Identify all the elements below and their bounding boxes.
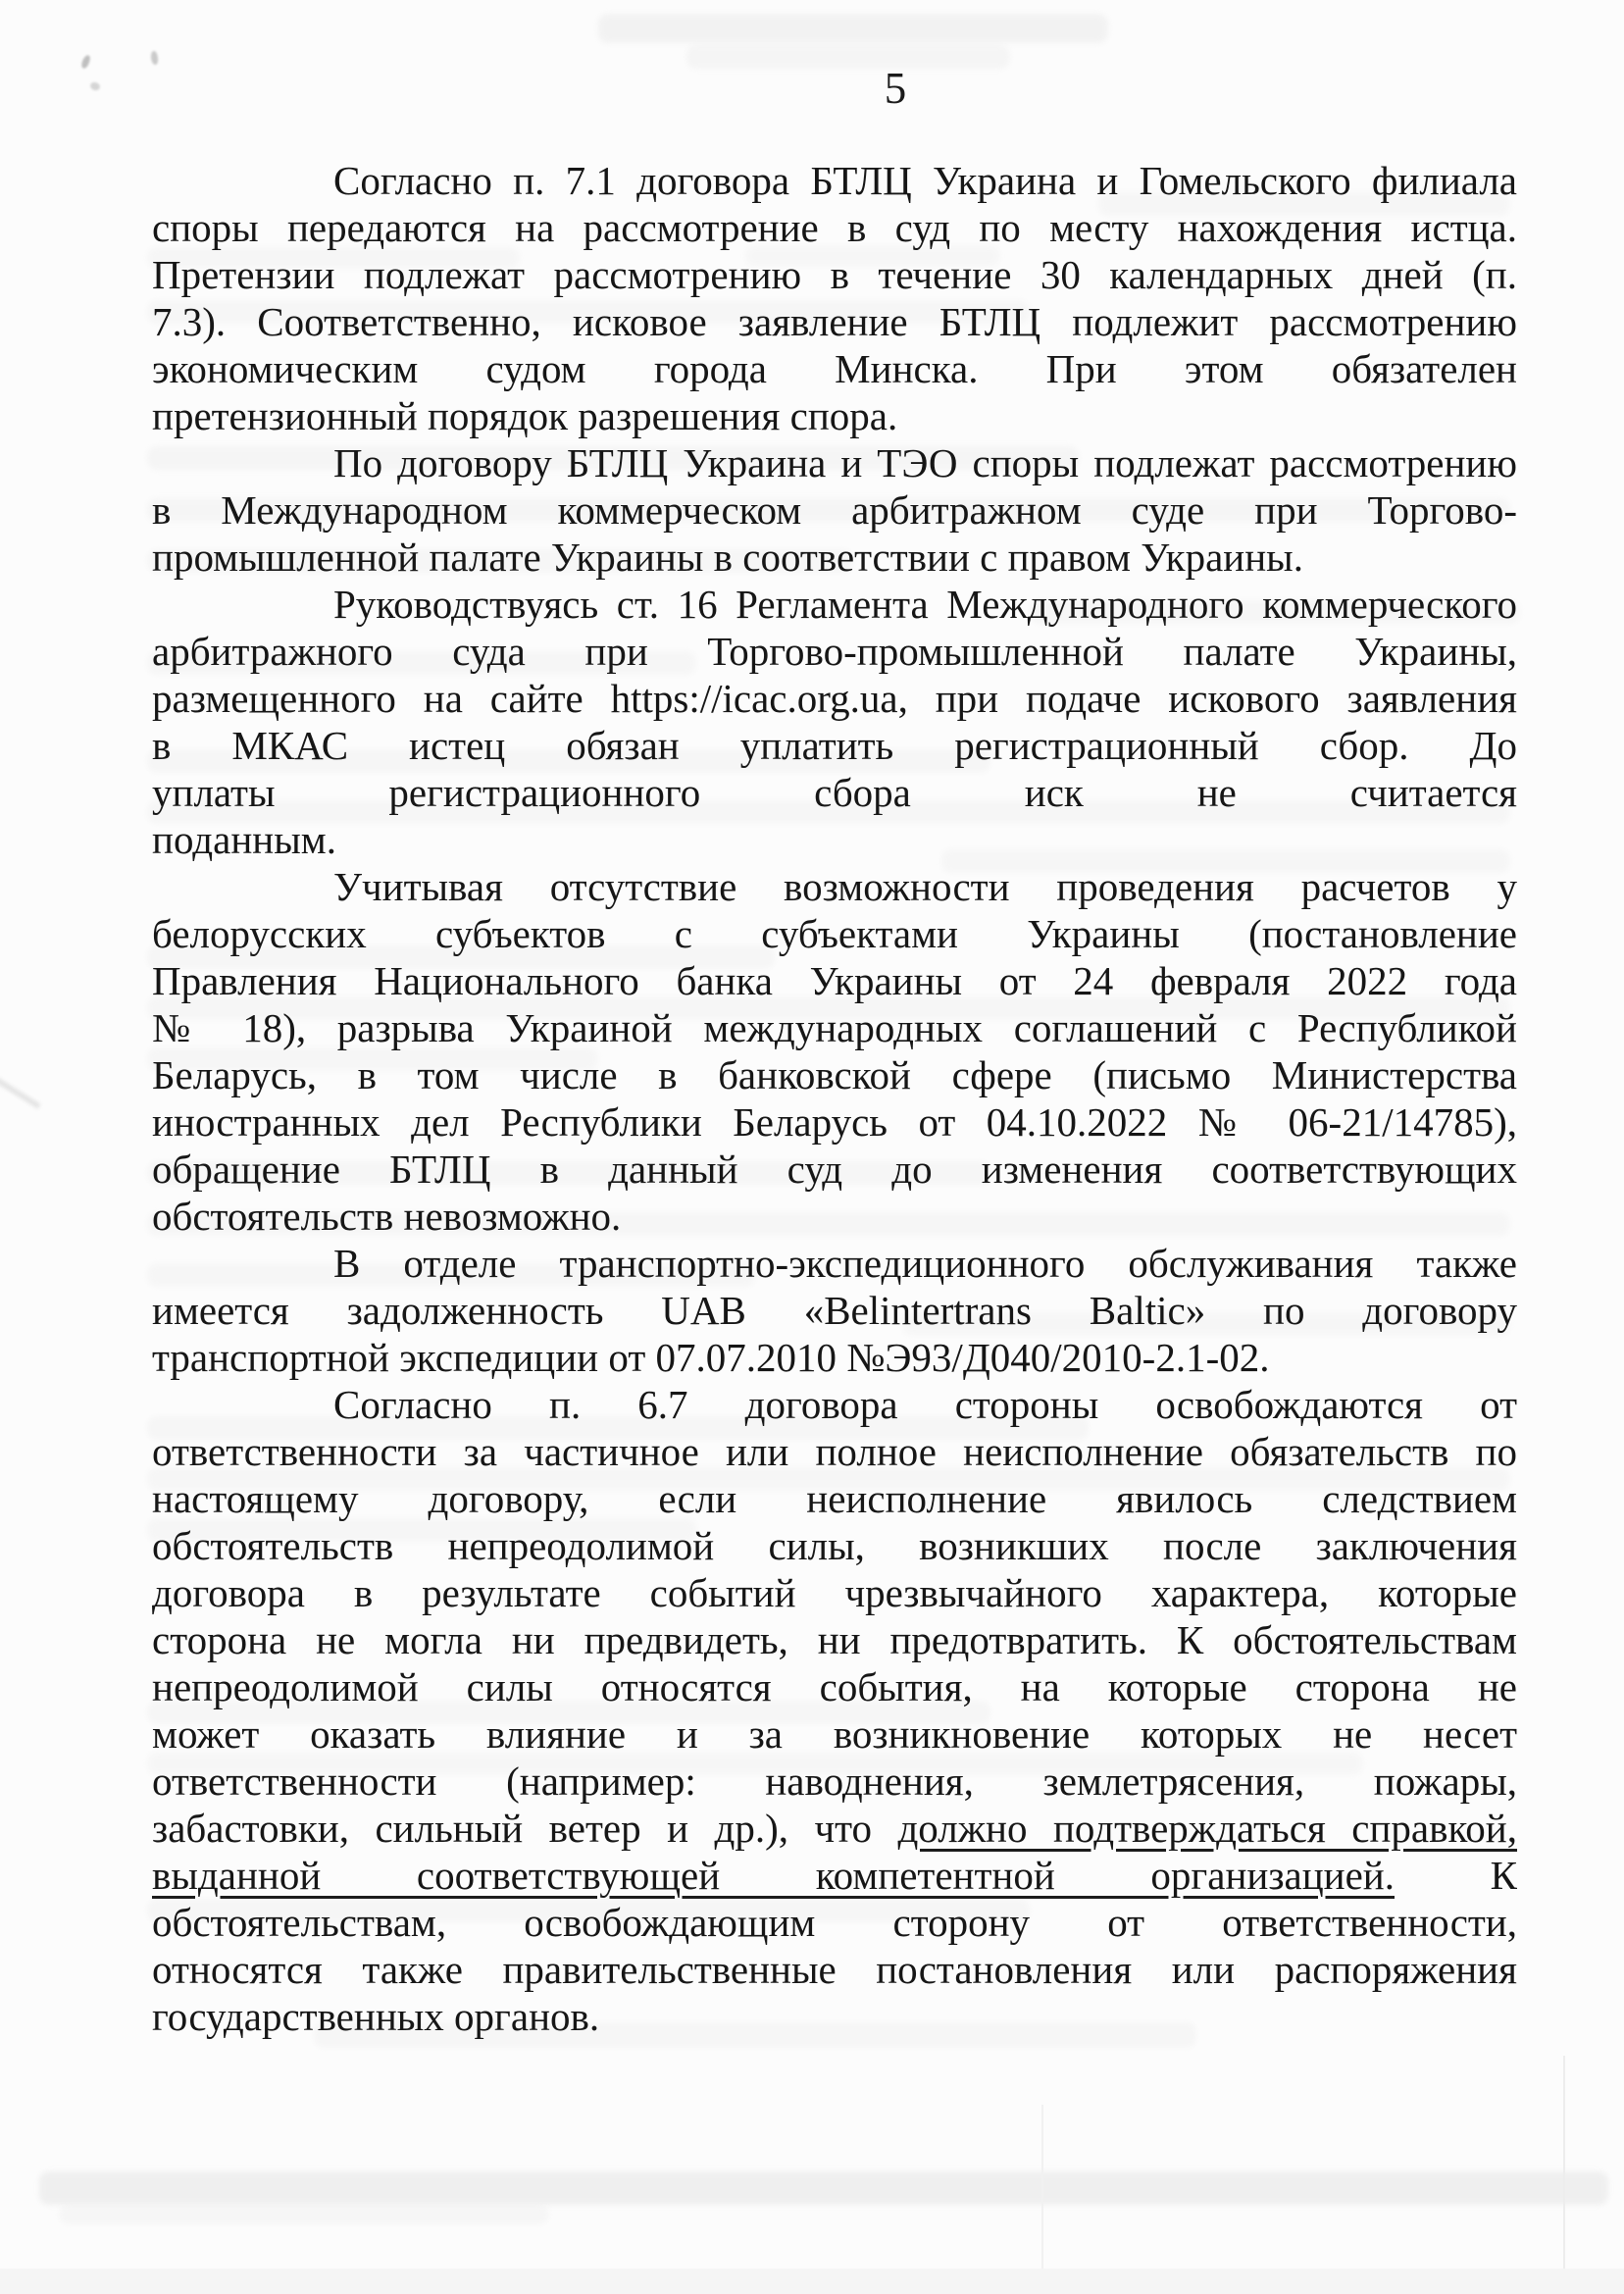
text-segment: промышленной палате Украины в соответствии с правом Украины. (152, 535, 1303, 580)
text-line (152, 1522, 1517, 1569)
text-segment: Правления Национального банка Украины от 24 февраля 2022 года (152, 958, 1517, 1003)
text-line (152, 1334, 1517, 1381)
text-segment: ответственности за частичное или полное неисполнение обязательств по (152, 1429, 1517, 1474)
text-segment: обращение БТЛЦ в данный суд до изменения соответствующих (152, 1147, 1517, 1192)
text-segment: 7.3). Соответственно, исковое заявление БТЛЦ подлежит рассмотрению (152, 299, 1517, 344)
text-line (152, 816, 1517, 863)
bleed-through-smudge (686, 45, 1010, 69)
text-segment: договора в результате событий чрезвычайного характера, которые (152, 1570, 1517, 1615)
text-segment: Согласно п. 7.1 договора БТЛЦ Украина и Гомельского филиала (333, 158, 1517, 203)
text-segment: обстоятельств невозможно. (152, 1194, 622, 1239)
text-segment: сторона не могла ни предвидеть, ни предотвратить. К обстоятельствам (152, 1617, 1517, 1662)
text-line (152, 1287, 1517, 1334)
text-line (152, 1381, 1517, 1428)
text-line (152, 863, 1517, 910)
text-line (152, 1993, 1517, 2040)
text-line (152, 1146, 1517, 1193)
text-segment: размещенного на сайте https://icac.org.ua, при подаче искового заявления (152, 676, 1517, 721)
text-line (152, 157, 1517, 204)
text-segment: забастовки, сильный ветер и др.), что (152, 1806, 898, 1851)
scan-fold-line (1041, 2105, 1043, 2287)
text-segment: в Международном коммерческом арбитражном суде при Торгово- (152, 487, 1517, 533)
text-segment: обстоятельств непреодолимой силы, возникших после заключения (152, 1523, 1517, 1568)
text-line (152, 251, 1517, 298)
page-number: 5 (884, 64, 907, 113)
text-line (152, 1663, 1517, 1710)
text-segment: По договору БТЛЦ Украина и ТЭО споры подлежат рассмотрению (333, 440, 1517, 485)
paragraph (152, 863, 1517, 1240)
text-segment: ответственности (например: наводнения, землетрясения, пожары, (152, 1759, 1517, 1804)
text-line (152, 1051, 1517, 1098)
text-line (152, 204, 1517, 251)
paragraph (152, 581, 1517, 863)
text-line (152, 392, 1517, 439)
text-segment: в МКАС истец обязан уплатить регистрационный сбор. До (152, 723, 1517, 768)
bleed-through-smudge (39, 2171, 1608, 2205)
text-line (152, 769, 1517, 816)
text-segment: Руководствуясь ст. 16 Регламента Международного коммерческого (333, 582, 1517, 627)
text-line (152, 1428, 1517, 1475)
text-line (152, 1946, 1517, 1993)
paragraph (152, 157, 1517, 439)
text-line (152, 486, 1517, 534)
text-line (152, 1616, 1517, 1663)
text-segment: Беларусь, в том числе в банковской сфере (письмо Министерства (152, 1052, 1517, 1097)
text-line (152, 675, 1517, 722)
text-segment: может оказать влияние и за возникновение которых не несет (152, 1711, 1517, 1757)
text-line (152, 1004, 1517, 1051)
text-line (152, 722, 1517, 769)
text-line (152, 1805, 1517, 1852)
text-segment: экономическим судом города Минска. При этом обязателен (152, 346, 1517, 391)
text-segment: относятся также правительственные постановления или распоряжения (152, 1947, 1517, 1992)
text-line (152, 345, 1517, 392)
text-line (152, 1852, 1517, 1899)
text-line (152, 581, 1517, 628)
underlined-text: должно подтверждаться справкой, (897, 1806, 1517, 1851)
text-line (152, 910, 1517, 957)
text-line (152, 439, 1517, 486)
text-line (152, 1098, 1517, 1146)
paragraph (152, 1240, 1517, 1381)
text-segment: претензионный порядок разрешения спора. (152, 393, 898, 438)
text-line (152, 1899, 1517, 1946)
text-segment: обстоятельствам, освобождающим сторону от ответственности, (152, 1900, 1517, 1945)
text-segment: № 18), разрыва Украиной международных соглашений с Республикой (152, 1005, 1517, 1050)
text-segment: Учитывая отсутствие возможности проведения расчетов у (333, 864, 1517, 909)
text-segment: Согласно п. 6.7 договора стороны освобождаются от (333, 1382, 1517, 1427)
bleed-through-smudge (59, 2205, 549, 2224)
bleed-through-smudge (598, 14, 1108, 43)
text-line (152, 1193, 1517, 1240)
scan-edge-shadow (0, 2269, 1624, 2294)
text-line (152, 298, 1517, 345)
text-segment: транспортной экспедиции от 07.07.2010 №Э93/Д040/2010-2.1-02. (152, 1335, 1270, 1380)
text-segment: уплаты регистрационного сбора иск не считается (152, 770, 1517, 815)
text-segment: государственных органов. (152, 1994, 600, 2039)
text-line (152, 534, 1517, 581)
text-segment: настоящему договору, если неисполнение явилось следствием (152, 1476, 1517, 1521)
text-segment: поданным. (152, 817, 336, 862)
text-line (152, 1240, 1517, 1287)
text-segment: арбитражного суда при Торгово-промышленной палате Украины, (152, 629, 1517, 674)
text-line (152, 1710, 1517, 1758)
text-segment: белорусских субъектов с субъектами Украины (постановление (152, 911, 1517, 956)
text-segment: имеется задолженность UAB «Belintertrans Baltic» по договору (152, 1288, 1517, 1333)
text-segment: В отделе транспортно-экспедиционного обслуживания также (333, 1241, 1517, 1286)
underlined-text: выданной соответствующей компетентной организацией. (152, 1853, 1395, 1898)
text-line (152, 1569, 1517, 1616)
text-segment: иностранных дел Республики Беларусь от 04.10.2022 № 06-21/14785), (152, 1099, 1517, 1145)
text-segment: споры передаются на рассмотрение в суд по месту нахождения истца. (152, 205, 1517, 250)
paragraph (152, 439, 1517, 581)
text-segment: К (1395, 1853, 1517, 1898)
scan-fold-line (1563, 2056, 1565, 2287)
paragraph (152, 1381, 1517, 2040)
text-line (152, 1758, 1517, 1805)
text-segment: непреодолимой силы относятся события, на которые сторона не (152, 1664, 1517, 1709)
document-body (152, 157, 1517, 2040)
text-line (152, 1475, 1517, 1522)
text-line (152, 957, 1517, 1004)
text-segment: Претензии подлежат рассмотрению в течение 30 календарных дней (п. (152, 252, 1517, 297)
text-line (152, 628, 1517, 675)
